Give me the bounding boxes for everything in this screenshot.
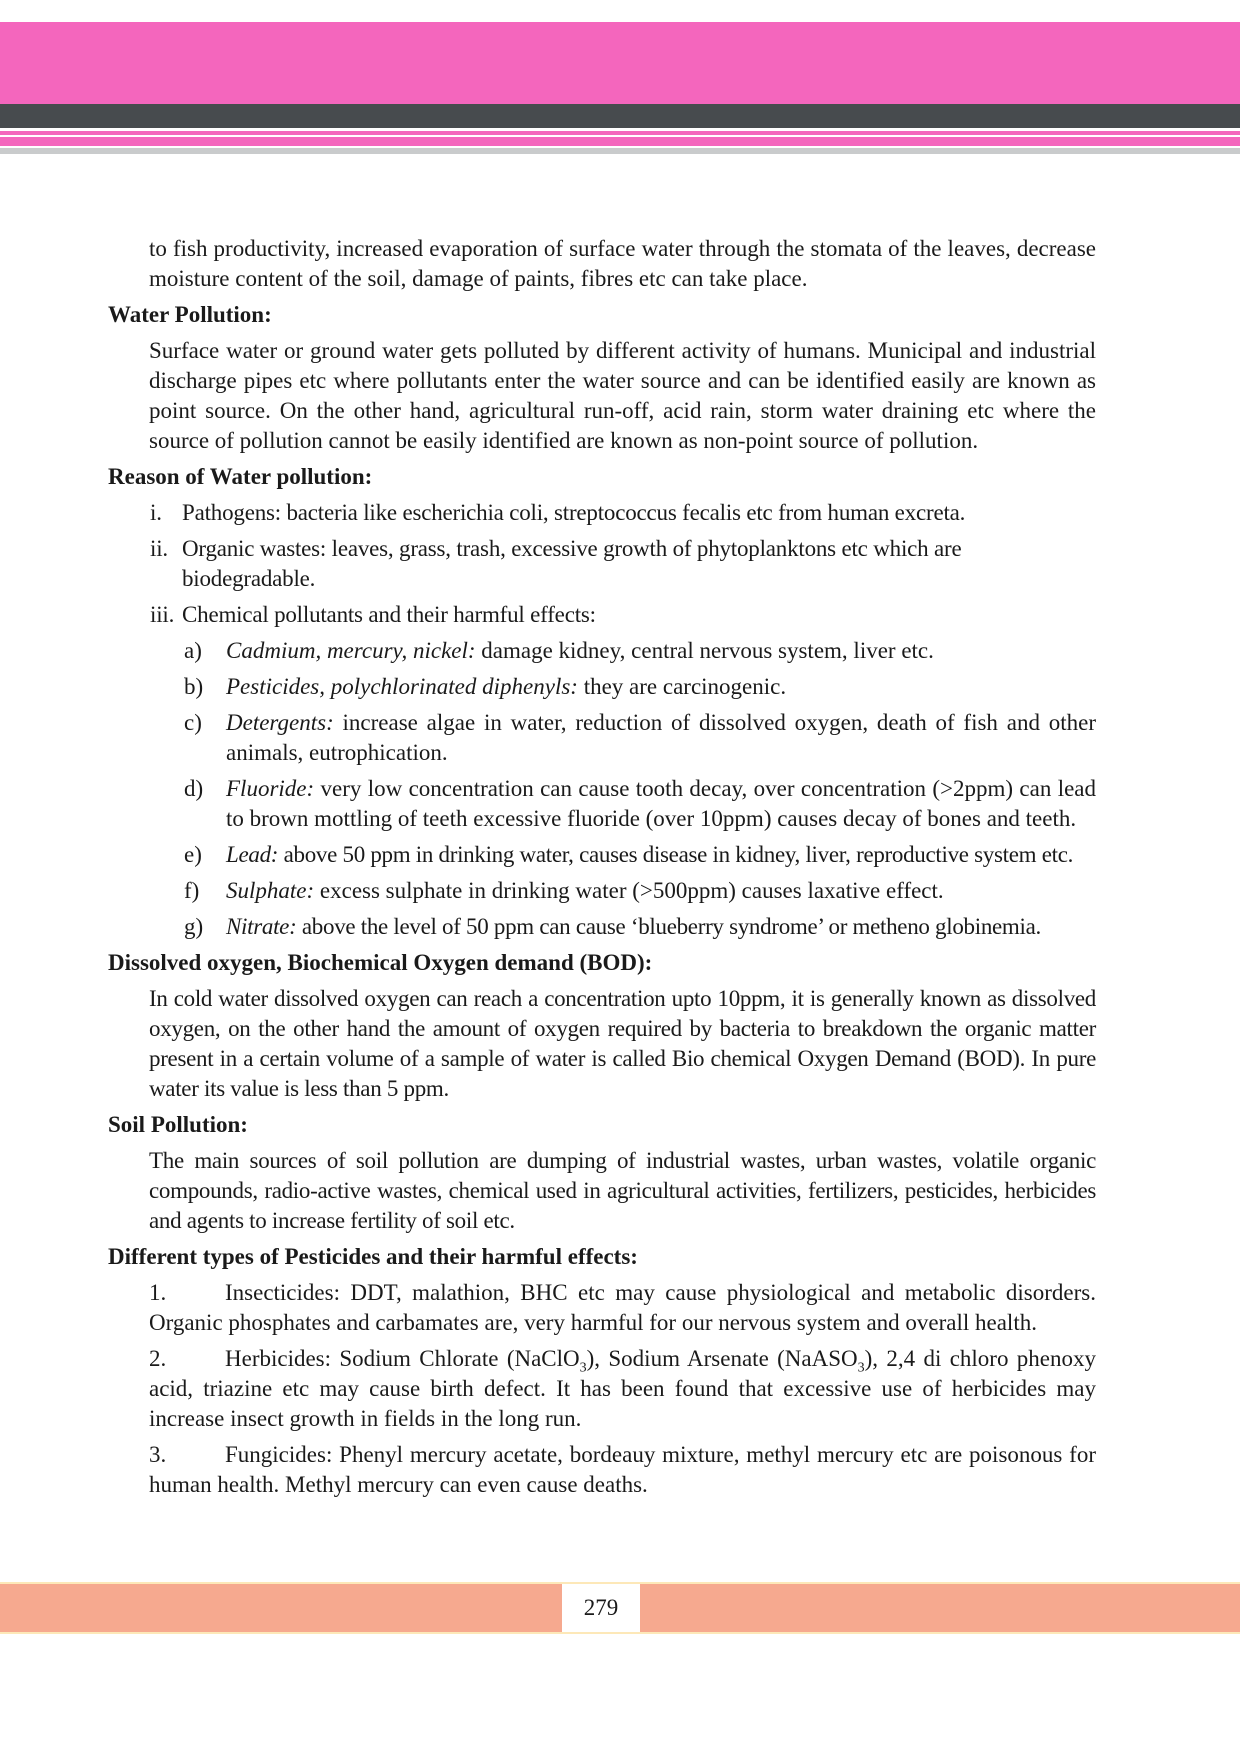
sub-list-item-term: Detergents: [226,710,334,735]
soil-pollution-heading: Soil Pollution: [108,1112,248,1137]
sub-list-item-number: b) [184,674,204,699]
sub-list-item-term: Sulphate: [226,878,315,903]
list-item-number: i. [150,500,162,525]
header-pink-band [0,22,1240,104]
numbered-item [149,1440,1096,1500]
sub-list-item-number: a) [184,638,202,663]
subscript: 3 [579,1360,587,1376]
list-item-text: Organic wastes: leaves, grass, trash, excessive growth of phytoplanktons etc which are biodegradable. [182,536,962,591]
sub-list-item [184,672,1096,702]
sub-list-item-term: Pesticides, polychlorinated diphenyls: [226,674,578,699]
bod-paragraph: In cold water dissolved oxygen can reach a concentration upto 10ppm, it is generally known as dissolved oxygen, on the other hand the amount of oxygen required by bacteria to breakdown the organic matter present in a certain volume of a sample of water is called Bio chemical Oxygen Demand (BOD). In pure water its value is less than 5 ppm. [149,986,1096,1101]
numbered-item-text: Insecticides: DDT, malathion, BHC etc may cause physiological and metabolic disorders. Organic phosphates and carbamates are, very harmful for our nervous system and overall health. [149,1280,1096,1335]
sub-list-item-number: d) [184,776,204,801]
numbered-item-number: 1. [149,1280,167,1305]
water-pollution-heading: Water Pollution: [108,302,272,327]
sub-list-item-text: damage kidney, central nervous system, liver etc. [475,638,934,663]
sub-list-item-term: Cadmium, mercury, nickel: [226,638,476,663]
subscript: 3 [857,1360,865,1376]
list-item-number: iii. [150,602,175,627]
sub-list-item-text: increase algae in water, reduction of dissolved oxygen, death of fish and other animals, eutrophication. [226,710,1096,765]
sub-list-item-text: very low concentration can cause tooth decay, over concentration (>2ppm) can lead to brown mottling of teeth excessive fluoride (over 10ppm) causes decay of bones and teeth. [226,776,1096,831]
list-item-number: ii. [150,536,168,561]
intro-paragraph: to fish productivity, increased evaporation of surface water through the stomata of the leaves, decrease moisture content of the soil, damage of paints, fibres etc can take place. [149,236,1096,291]
sub-list-item-number: g) [184,914,204,939]
sub-list-item-text: they are carcinogenic. [577,674,787,699]
list-item-text: Chemical pollutants and their harmful effects: [182,602,596,627]
header-dark-band [0,104,1240,128]
numbered-item-number: 3. [149,1442,167,1467]
sub-list-item-text: above the level of 50 ppm can cause ‘blueberry syndrome’ or metheno globinemia. [296,914,1041,939]
numbered-item [149,1344,1096,1434]
water-pollution-paragraph: Surface water or ground water gets polluted by different activity of humans. Municipal and industrial discharge pipes etc where pollutants enter the water source and can be identified easily are known as point source. On the other hand, agricultural run-off, acid rain, storm water draining etc where the source of pollution cannot be easily identified are known as non-point source of pollution. [149,338,1096,453]
sub-list-item [184,708,1096,768]
list-item-text: Pathogens: bacteria like escherichia coli, streptococcus fecalis etc from human excreta. [182,500,966,525]
sub-list-item-term: Fluoride: [226,776,315,801]
list-item [150,498,1096,528]
numbered-item-text-part: ), 2,4 di chloro phenoxy acid, triazine etc may cause birth defect. It has been found that excessive use of herbicides may increase insect growth in fields in the long run. [149,1346,1096,1431]
sub-list-item [184,876,1096,906]
sub-list-item-number: f) [184,878,200,903]
sub-list-item [184,774,1096,834]
list-item [150,534,1096,594]
numbered-item-text: Fungicides: Phenyl mercury acetate, bordeauy mixture, methyl mercury etc are poisonous for human health. Methyl mercury can even cause deaths. [149,1442,1096,1497]
sub-list-item [184,636,1096,666]
header-grey-rule [0,148,1240,154]
header-thin-pink-band [0,131,1240,146]
page-number: 279 [562,1584,640,1632]
reason-heading: Reason of Water pollution: [108,464,373,489]
numbered-item-text-part: ), Sodium Arsenate (NaASO [586,1346,858,1371]
sub-list-item-text: excess sulphate in drinking water (>500ppm) causes laxative effect. [314,878,944,903]
numbered-item-number: 2. [149,1346,167,1371]
numbered-item [149,1278,1096,1338]
bod-heading: Dissolved oxygen, Biochemical Oxygen demand (BOD): [108,950,653,975]
sub-list-item-text: above 50 ppm in drinking water, causes disease in kidney, liver, reproductive system etc. [278,842,1074,867]
sub-list-item-term: Lead: [226,842,279,867]
pesticides-heading: Different types of Pesticides and their harmful effects: [108,1244,638,1269]
sub-list-item-term: Nitrate: [226,914,297,939]
page-content [108,234,1096,1506]
sub-list-item [184,840,1096,870]
numbered-item-text-part: Herbicides: Sodium Chlorate (NaClO [225,1346,580,1371]
sub-list-item-number: c) [184,710,202,735]
sub-list-item [184,912,1096,942]
sub-list-item-number: e) [184,842,202,867]
soil-pollution-paragraph: The main sources of soil pollution are dumping of industrial wastes, urban wastes, volatile organic compounds, radio-active wastes, chemical used in agricultural activities, fertilizers, pesticides, herbicides and agents to increase fertility of soil etc. [149,1148,1096,1233]
list-item [150,600,1096,630]
